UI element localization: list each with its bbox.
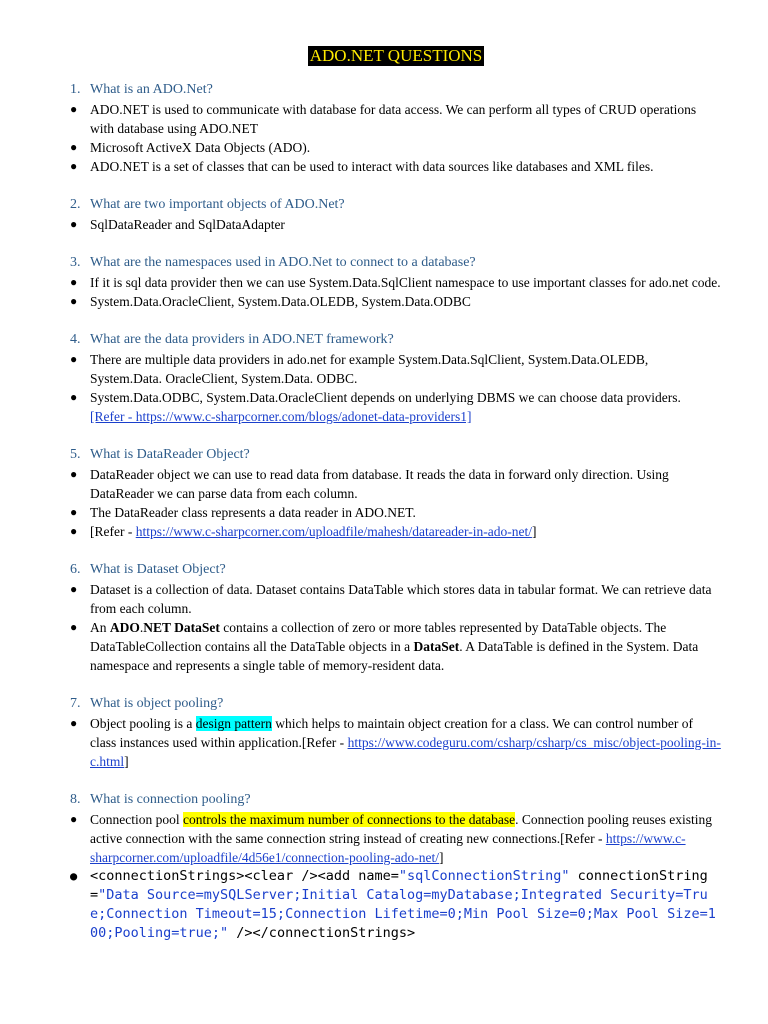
question-heading	[70, 560, 722, 580]
bullet-icon: ●	[70, 390, 78, 404]
question-heading	[70, 253, 722, 273]
question-number: 5.	[70, 447, 81, 462]
bold-text: ADO	[109, 620, 140, 635]
code-string: "Data Source=mySQLServer;Initial Catalog=myDatabase;Integrated Security=True;Connection Timeout=15;Connection Lifetime=0;Min Pool Size=0;Max Pool Size=100;Pooling=true;"	[90, 887, 716, 941]
item-text: System.Data.ODBC, System.Data.OracleClient depends on underlying DBMS we can choose data providers.	[90, 390, 681, 405]
question-number: 7.	[70, 696, 81, 711]
ref-suffix: ]	[439, 850, 444, 865]
item-text: There are multiple data providers in ado.net for example System.Data.SqlClient, System.Data.OLEDB, System.Data. OracleClient, System.Data. ODBC.	[90, 352, 649, 386]
section-4	[70, 330, 722, 426]
answer-list	[70, 810, 722, 943]
list-item	[70, 714, 722, 771]
item-text: The DataReader class represents a data reader in ADO.NET.	[90, 505, 416, 520]
question-text: What is an ADO.Net?	[90, 82, 213, 97]
bullet-icon: ●	[70, 812, 78, 826]
document-title: ADO.NET QUESTIONS	[309, 46, 483, 65]
highlighted-text: controls the maximum number of connections to the database	[183, 812, 516, 827]
bold-text: NET DataSet	[143, 620, 220, 635]
item-text: SqlDataReader and SqlDataAdapter	[90, 217, 285, 232]
bullet-icon: ●	[70, 352, 78, 366]
section-7	[70, 694, 722, 771]
answer-list	[70, 465, 722, 541]
code-text: /></connectionStrings>	[228, 925, 416, 941]
bullet-icon: ●	[70, 217, 78, 231]
bullet-icon: ●	[70, 869, 78, 883]
reference-link[interactable]: https://www.c-sharpcorner.com/uploadfile/4d56e1/connection-pooling-ado-net/	[90, 831, 686, 865]
bullet-icon: ●	[70, 467, 78, 481]
list-item	[70, 157, 722, 176]
bullet-icon: ●	[70, 294, 78, 308]
ref-prefix: [Refer -	[90, 524, 136, 539]
item-text: Microsoft ActiveX Data Objects (ADO).	[90, 140, 311, 155]
question-number: 3.	[70, 255, 81, 270]
section-6	[70, 560, 722, 675]
item-text: . A DataTable is defined in the System. Data namespace and represents a single table of memory-resident data.	[90, 639, 699, 673]
question-number: 8.	[70, 792, 81, 807]
list-item	[70, 503, 722, 522]
question-text: What is object pooling?	[90, 696, 224, 711]
question-heading	[70, 790, 722, 810]
item-text: .	[139, 620, 144, 635]
item-text: System.Data.OracleClient, System.Data.OLEDB, System.Data.ODBC	[90, 294, 471, 309]
bullet-icon: ●	[70, 620, 78, 634]
answer-list	[70, 273, 722, 311]
code-snippet	[70, 867, 722, 943]
reference-link[interactable]: https://www.c-sharpcorner.com/uploadfile/mahesh/datareader-in-ado-net/	[135, 524, 532, 539]
bullet-icon: ●	[70, 275, 78, 289]
item-text: Dataset is a collection of data. Dataset contains DataTable which stores data in tabular format. We can retrieve data from each column.	[90, 582, 712, 616]
answer-list	[70, 580, 722, 675]
list-item	[70, 138, 722, 157]
list-item	[70, 388, 722, 426]
bullet-icon: ●	[70, 140, 78, 154]
item-text: ADO.NET is a set of classes that can be used to interact with data sources like databases and XML files.	[90, 159, 654, 174]
bullet-icon: ●	[70, 716, 78, 730]
list-item	[70, 292, 722, 311]
question-heading	[70, 445, 722, 465]
section-1	[70, 80, 722, 176]
list-item	[70, 465, 722, 503]
question-text: What is DataReader Object?	[90, 447, 250, 462]
answer-list	[70, 350, 722, 426]
question-number: 2.	[70, 197, 81, 212]
bullet-icon: ●	[70, 524, 78, 538]
item-text: ADO.NET is used to communicate with database for data access. We can perform all types of CRUD operations with database using ADO.NET	[90, 102, 697, 136]
ref-suffix: ]	[531, 524, 537, 539]
question-text: What is Dataset Object?	[90, 562, 226, 577]
question-number: 6.	[70, 562, 81, 577]
answer-list	[70, 714, 722, 771]
list-item	[70, 810, 722, 867]
list-item	[70, 100, 722, 138]
ref-suffix: ]	[124, 754, 129, 769]
answer-list	[70, 100, 722, 176]
item-text: . Connection pooling reuses existing active connection with the same connection string instead of creating new connections.[Refer -	[90, 812, 713, 846]
question-heading	[70, 694, 722, 714]
section-5	[70, 445, 722, 541]
bullet-icon: ●	[70, 582, 78, 596]
list-item	[70, 350, 722, 388]
bold-text: DataSet	[413, 639, 460, 654]
list-item	[70, 273, 722, 292]
list-item	[70, 522, 722, 541]
question-text: What is connection pooling?	[90, 792, 251, 807]
highlighted-text: design pattern	[195, 716, 272, 731]
item-text: contains a collection of zero or more tables represented by DataTable objects. The DataTableCollection contains all the DataTable objects in a	[90, 620, 667, 654]
question-number: 4.	[70, 332, 81, 347]
bullet-icon: ●	[70, 102, 78, 116]
question-heading	[70, 80, 722, 100]
question-heading	[70, 195, 722, 215]
list-item	[70, 215, 722, 234]
list-item	[70, 580, 722, 618]
code-text: connectionString =	[90, 868, 708, 903]
item-text: DataReader object we can use to read data from database. It reads the data in forward only direction. Using DataReader we can parse data from each column.	[90, 467, 669, 501]
question-text: What are two important objects of ADO.Net?	[90, 197, 345, 212]
item-text: If it is sql data provider then we can use System.Data.SqlClient namespace to use important classes for ado.net code.	[90, 275, 721, 290]
item-text: Connection pool	[90, 812, 183, 827]
code-text: <connectionStrings><clear /><add name=	[90, 868, 399, 884]
item-text: An	[90, 620, 110, 635]
item-text: which helps to maintain object creation for a class. We can control number of class instances used within application.[Refer -	[90, 716, 693, 750]
title-wrap	[70, 46, 722, 66]
answer-list	[70, 215, 722, 234]
section-3	[70, 253, 722, 311]
question-text: What are the namespaces used in ADO.Net to connect to a database?	[90, 255, 476, 270]
question-number: 1.	[70, 82, 81, 97]
code-string: "sqlConnectionString"	[398, 868, 570, 884]
item-text: Object pooling is a	[90, 716, 196, 731]
bullet-icon: ●	[70, 505, 78, 519]
section-2	[70, 195, 722, 234]
section-8	[70, 790, 722, 943]
reference-link[interactable]: https://www.codeguru.com/csharp/csharp/cs_misc/object-pooling-in-c.html	[90, 735, 721, 769]
question-heading	[70, 330, 722, 350]
reference-link[interactable]: [Refer - https://www.c-sharpcorner.com/blogs/adonet-data-providers1]	[90, 409, 472, 424]
bullet-icon: ●	[70, 159, 78, 173]
list-item	[70, 618, 722, 675]
question-text: What are the data providers in ADO.NET framework?	[90, 332, 394, 347]
